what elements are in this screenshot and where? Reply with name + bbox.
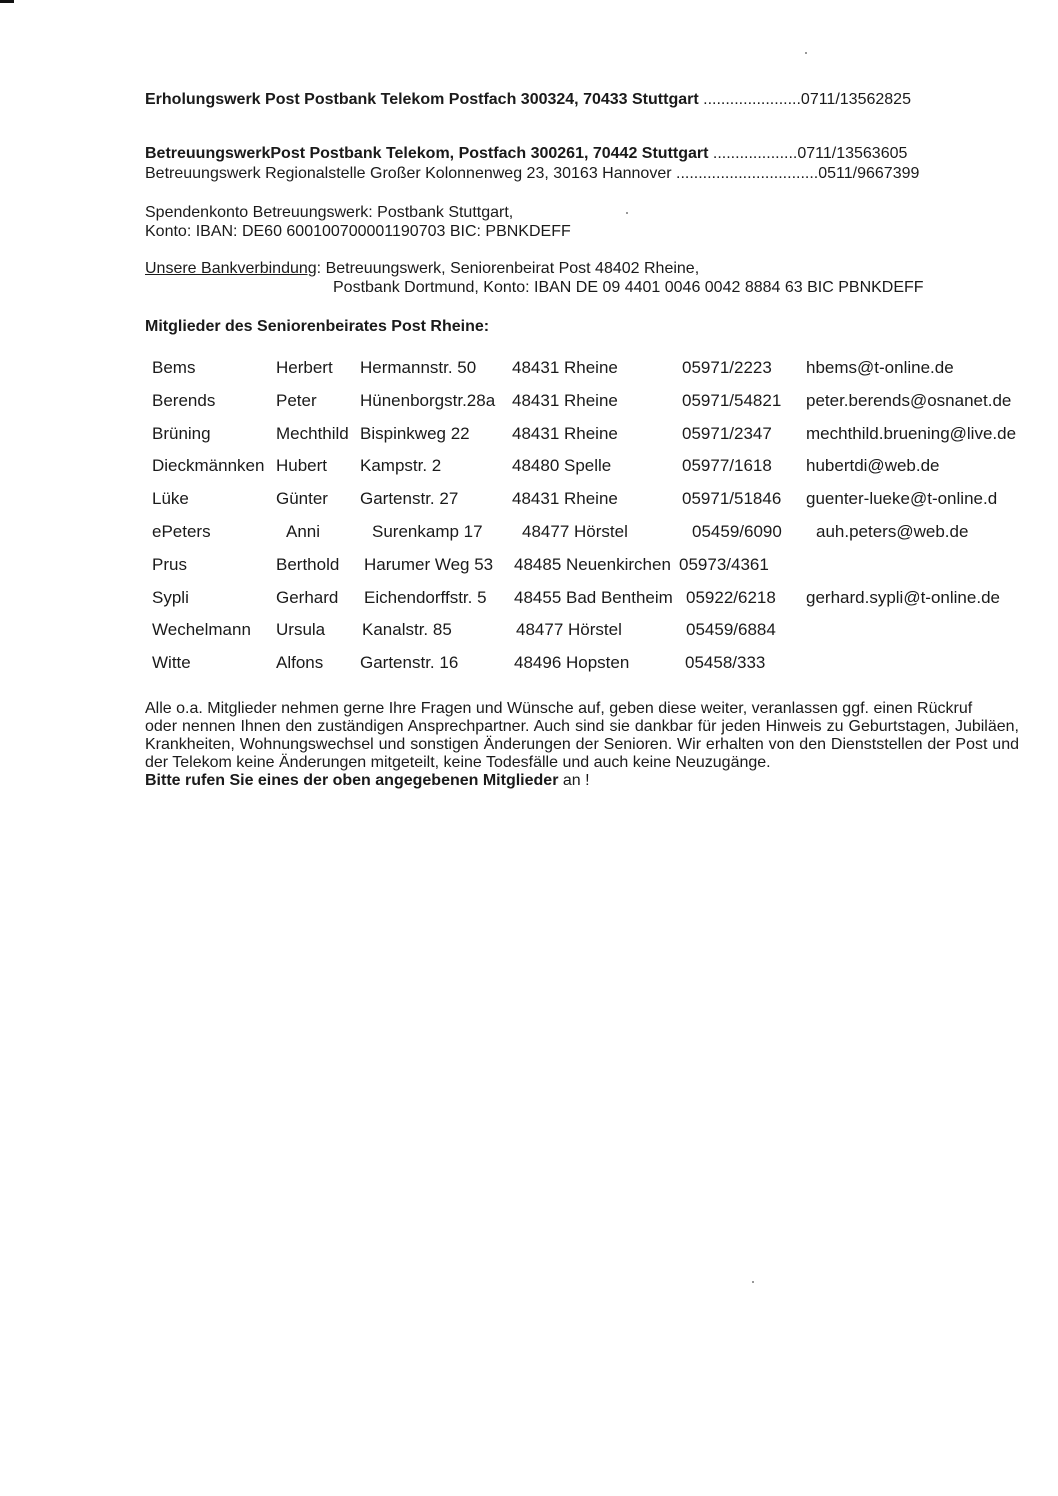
bankverbindung-label: Unsere Bankverbindung	[145, 260, 317, 277]
member-street: Surenkamp 17	[372, 521, 483, 541]
member-street: Hermannstr. 50	[360, 358, 477, 377]
member-street: Gartenstr. 16	[360, 653, 459, 673]
member-firstname: Alfons	[276, 653, 324, 673]
notice-paragraph	[145, 700, 1019, 790]
member-city: 48431 Rheine	[512, 358, 618, 377]
member-city: 48455 Bad Bentheim	[514, 587, 673, 607]
member-lastname: Lüke	[152, 489, 189, 509]
dot-leader: ................................	[671, 165, 819, 182]
member-firstname: Günter	[276, 489, 328, 509]
member-city: 48480 Spelle	[512, 456, 612, 476]
member-street: Kanalstr. 85	[362, 620, 452, 640]
member-firstname: Gerhard	[276, 587, 339, 607]
member-city: 48485 Neuenkirchen	[514, 554, 671, 574]
member-email: hubertdi@web.de	[806, 456, 940, 476]
member-city: 48431 Rheine	[512, 489, 618, 509]
member-row	[150, 354, 1040, 387]
member-street: Hünenborgstr.28a	[360, 390, 496, 410]
member-firstname: Anni	[286, 521, 321, 541]
member-lastname: Wechelmann	[152, 620, 251, 640]
spendenkonto-line-2: Konto: IBAN: DE60 600100700001190703 BIC: PBNKDEFF	[145, 223, 571, 240]
bankverbindung-line-2: Postbank Dortmund, Konto: IBAN DE 09 4401 0046 0042 8884 63 BIC PBNKDEFF	[333, 279, 924, 296]
member-lastname: ePeters	[152, 521, 211, 541]
notice-closing-bold: Bitte rufen Sie eines der oben angegebenen Mitglieder	[145, 772, 559, 789]
spendenkonto-line-1: Spendenkonto Betreuungswerk: Postbank Stuttgart,	[145, 204, 514, 221]
member-firstname: Hubert	[276, 456, 328, 476]
member-phone: 05459/6884	[686, 620, 776, 640]
scan-speck	[752, 1281, 754, 1283]
erholungswerk-line	[145, 90, 911, 109]
member-phone: 05459/6090	[692, 521, 782, 541]
bankverbindung-text: : Betreuungswerk, Seniorenbeirat Post 48402 Rheine,	[316, 260, 700, 277]
scan-corner-mark	[0, 0, 14, 3]
bankverbindung-line-1	[145, 259, 699, 278]
member-city: 48477 Hörstel	[522, 521, 628, 541]
member-lastname: Berends	[152, 390, 216, 410]
member-firstname: Ursula	[276, 620, 326, 640]
member-lastname: Bems	[152, 358, 196, 377]
member-street: Kampstr. 2	[360, 456, 442, 476]
member-city: 48431 Rheine	[512, 423, 618, 443]
notice-body: oder nennen Ihnen den zuständigen Ansprechpartner. Auch sind sie dankbar für jeden Hinweis zu Geburtstagen, Jubiläen, Krankheiten, Wohnungswechsel und sonstigen Änderungen der Senioren. Wir erhalten von den Dienststellen der Post und der Telekom keine Änderungen mitgeteilt, keine Todesfälle und auch keine Neuzugänge.	[145, 718, 1019, 771]
member-row	[150, 387, 1040, 420]
member-email: gerhard.sypli@t-online.de	[806, 587, 1000, 607]
member-street: Gartenstr. 27	[360, 489, 459, 509]
member-row	[150, 420, 1040, 453]
members-title: Mitglieder des Seniorenbeirates Post Rheine:	[145, 318, 490, 335]
member-email: guenter-lueke@t-online.d	[806, 489, 998, 509]
member-street: Harumer Weg 53	[364, 554, 494, 574]
member-firstname: Mechthild	[276, 423, 349, 443]
erholungswerk-address: Erholungswerk Post Postbank Telekom Postfach 300324, 70433 Stuttgart	[145, 91, 699, 108]
regionalstelle-line	[145, 164, 919, 183]
member-lastname: Dieckmännken	[152, 456, 265, 476]
member-phone: 05971/51846	[682, 489, 782, 509]
member-city: 48477 Hörstel	[516, 620, 622, 640]
member-email: hbems@t-online.de	[806, 358, 954, 377]
member-city: 48431 Rheine	[512, 390, 618, 410]
member-row	[150, 518, 1040, 551]
members-table	[150, 354, 1040, 682]
scan-speck	[805, 52, 807, 54]
dot-leader: ......................	[698, 91, 801, 108]
member-firstname: Herbert	[276, 358, 333, 377]
member-lastname: Witte	[152, 653, 191, 673]
member-phone: 05971/54821	[682, 390, 782, 410]
member-phone: 05977/1618	[682, 456, 772, 476]
member-row	[150, 551, 1040, 584]
member-phone: 05971/2223	[682, 358, 772, 377]
betreuungswerk-line	[145, 144, 907, 163]
notice-closing	[145, 772, 1019, 790]
member-phone: 05973/4361	[679, 554, 769, 574]
betreuungswerk-address: BetreuungswerkPost Postbank Telekom, Postfach 300261, 70442 Stuttgart	[145, 145, 709, 162]
erholungswerk-phone: 0711/13562825	[800, 91, 911, 108]
scan-speck	[626, 212, 628, 214]
member-email: peter.berends@osnanet.de	[806, 390, 1012, 410]
member-firstname: Berthold	[276, 554, 340, 574]
notice-line-1: Alle o.a. Mitglieder nehmen gerne Ihre Fragen und Wünsche auf, geben diese weiter, veranlassen ggf. einen Rückruf	[145, 700, 973, 717]
member-street: Eichendorffstr. 5	[364, 587, 487, 607]
regionalstelle-phone: 0511/9667399	[818, 165, 920, 182]
member-row	[150, 649, 1040, 682]
member-lastname: Prus	[152, 554, 187, 574]
member-street: Bispinkweg 22	[360, 423, 470, 443]
member-lastname: Brüning	[152, 423, 211, 443]
member-firstname: Peter	[276, 390, 317, 410]
betreuungswerk-phone: 0711/13563605	[797, 145, 908, 162]
member-phone: 05971/2347	[682, 423, 772, 443]
member-phone: 05922/6218	[686, 587, 776, 607]
member-email: auh.peters@web.de	[816, 521, 969, 541]
member-row	[150, 616, 1040, 649]
member-row	[150, 584, 1040, 617]
member-phone: 05458/333	[685, 653, 766, 673]
dot-leader: ...................	[708, 145, 798, 162]
member-row	[150, 452, 1040, 485]
member-row	[150, 485, 1040, 518]
member-city: 48496 Hopsten	[514, 653, 630, 673]
member-email: mechthild.bruening@live.de	[806, 423, 1017, 443]
member-lastname: Sypli	[152, 587, 189, 607]
notice-closing-rest: an !	[558, 772, 590, 789]
regionalstelle-address: Betreuungswerk Regionalstelle Großer Kolonnenweg 23, 30163 Hannover	[145, 165, 672, 182]
